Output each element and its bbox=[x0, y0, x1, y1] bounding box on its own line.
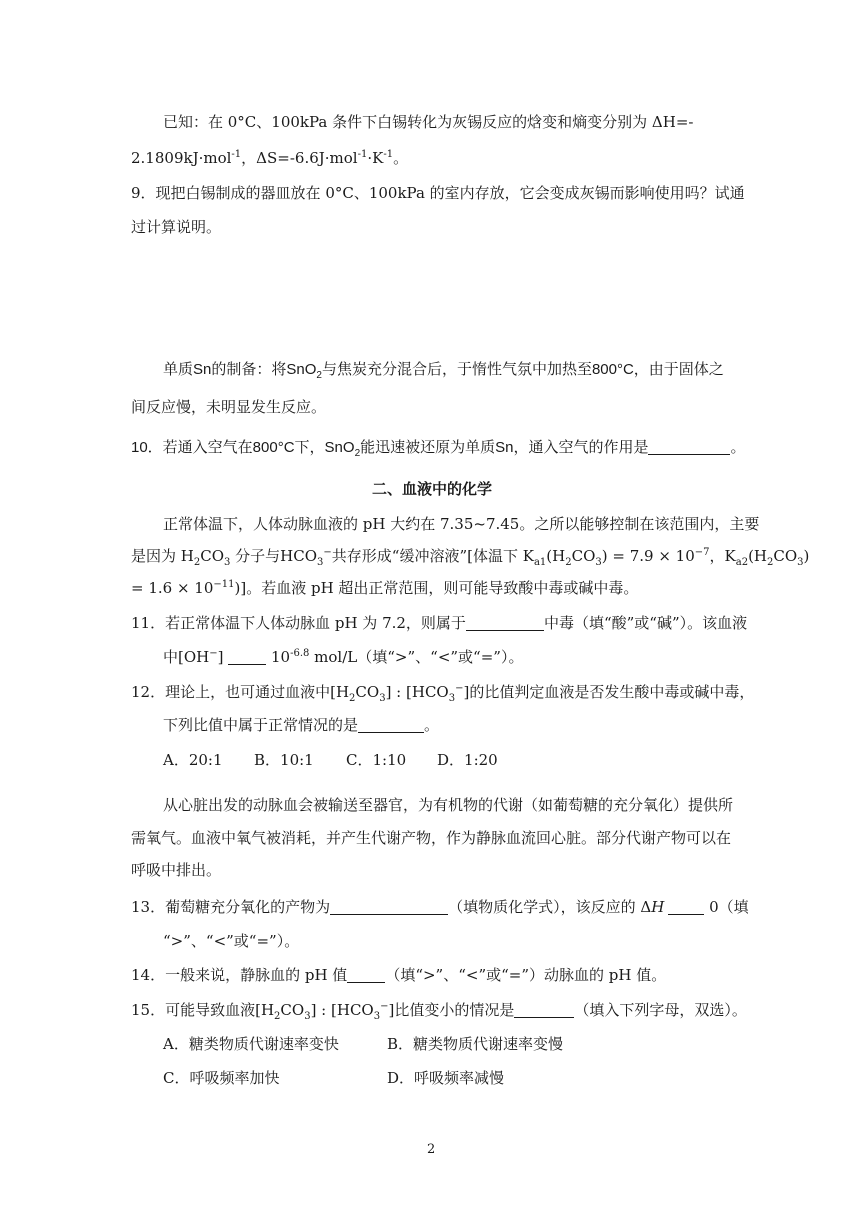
subscript: 3 bbox=[317, 557, 324, 568]
option-label: A．20:1 bbox=[163, 751, 223, 769]
text: 共存形成“缓冲溶液”[体温下 K bbox=[331, 547, 534, 565]
q11-line2 bbox=[163, 648, 523, 666]
option-label: D．1:20 bbox=[437, 751, 498, 769]
q13-line1 bbox=[131, 899, 749, 916]
page-number: 2 bbox=[427, 1142, 436, 1157]
answer-blank[interactable] bbox=[668, 899, 704, 915]
section-title bbox=[372, 481, 492, 498]
subscript: 2 bbox=[316, 370, 322, 381]
q15-option-a[interactable] bbox=[163, 1036, 339, 1053]
text: 正常体温下，人体动脉血液的 pH 大约在 7.35~7.45。之所以能够控制在该范围内，主要 bbox=[163, 515, 760, 533]
text: ，K bbox=[709, 547, 736, 565]
text: ] bbox=[217, 648, 229, 666]
q15-option-c[interactable] bbox=[163, 1070, 279, 1087]
question-14-text: 14．一般来说，静脉血的 pH 值 bbox=[131, 966, 348, 984]
sn-intro-line1 bbox=[163, 361, 724, 382]
subscript: a2 bbox=[735, 557, 749, 568]
text: 。 bbox=[424, 716, 440, 734]
option-label: B．糖类物质代谢速率变慢 bbox=[387, 1035, 564, 1053]
option-label: C．1:10 bbox=[346, 751, 407, 769]
subscript: 3 bbox=[224, 557, 231, 568]
text: 下列比值中属于正常情况的是 bbox=[163, 716, 359, 734]
question-10-text: 10．若通入空气在800°C下，SnO bbox=[131, 439, 355, 456]
question-12-text: 12．理论上，也可通过血液中[H bbox=[131, 683, 350, 701]
subscript: 3 bbox=[797, 557, 804, 568]
text: CO bbox=[200, 547, 225, 565]
text: 是因为 H bbox=[131, 547, 194, 565]
answer-blank[interactable] bbox=[228, 649, 266, 665]
answer-blank[interactable] bbox=[330, 899, 448, 915]
option-label: B．10:1 bbox=[254, 751, 314, 769]
question-11-text: 11．若正常体温下人体动脉血 pH 为 7.2，则属于 bbox=[131, 614, 466, 632]
subscript: 2 bbox=[274, 1011, 281, 1022]
text: ]比值变小的情况是 bbox=[388, 1001, 515, 1019]
superscript: − bbox=[323, 547, 332, 558]
text: “>”、“<”或“=”）。 bbox=[163, 932, 300, 950]
q15-option-d[interactable] bbox=[387, 1070, 504, 1087]
text: 10 bbox=[266, 648, 291, 666]
text: ] : [HCO bbox=[310, 1001, 374, 1019]
text: 0（填 bbox=[704, 898, 749, 916]
text: CO bbox=[773, 547, 798, 565]
answer-blank[interactable] bbox=[648, 439, 730, 455]
option-label: C．呼吸频率加快 bbox=[163, 1069, 280, 1087]
superscript: − bbox=[380, 1001, 389, 1012]
text: ，ΔS=-6.6J·mol bbox=[241, 149, 358, 167]
text: (H bbox=[748, 547, 767, 565]
text: 间反应慢，未明显发生反应。 bbox=[131, 399, 327, 416]
blood-intro-line2 bbox=[131, 547, 809, 569]
question-9-text: 9．现把白锡制成的器皿放在 0°C、100kPa 的室内存放，它会变成灰锡而影响使用吗？试通 bbox=[131, 184, 745, 202]
text: 。 bbox=[393, 149, 409, 167]
text: （填“>”、“<”或“=”）动脉血的 pH 值。 bbox=[385, 966, 667, 984]
text: 中[OH bbox=[163, 648, 210, 666]
q10 bbox=[131, 439, 746, 460]
q9-line2 bbox=[131, 219, 221, 236]
text: 呼吸中排出。 bbox=[131, 861, 222, 879]
q13-line2 bbox=[163, 933, 299, 950]
text: = 1.6 × 10 bbox=[131, 579, 214, 597]
q12-option-a[interactable] bbox=[163, 752, 223, 769]
superscript: −11 bbox=[213, 579, 235, 590]
text: 。 bbox=[730, 439, 746, 456]
superscript: − bbox=[455, 683, 464, 694]
subscript: 3 bbox=[304, 1011, 311, 1022]
answer-blank[interactable] bbox=[514, 1002, 574, 1018]
superscript: -6.8 bbox=[290, 648, 310, 659]
q12-option-b[interactable] bbox=[254, 752, 314, 769]
q12-line2 bbox=[163, 717, 439, 734]
q15 bbox=[131, 1001, 747, 1023]
q9-intro-line1 bbox=[163, 114, 693, 131]
text: )]。若血液 pH 超出正常范围，则可能导致酸中毒或碱中毒。 bbox=[234, 579, 639, 597]
superscript: -1 bbox=[357, 149, 368, 160]
text: 与焦炭充分混合后，于惰性气氛中加热至800°C，由于固体之 bbox=[321, 361, 724, 378]
text: 已知：在 0°C、100kPa 条件下白锡转化为灰锡反应的焓变和熵变分别为 ΔH=- bbox=[163, 113, 694, 131]
superscript: −7 bbox=[694, 547, 710, 558]
text: 分子与HCO bbox=[230, 547, 318, 565]
text: 从心脏出发的动脉血会被输送至器官，为有机物的代谢（如葡萄糖的充分氧化）提供所 bbox=[163, 796, 734, 814]
italic-symbol: H bbox=[651, 898, 665, 916]
text: 单质Sn的制备：将SnO bbox=[163, 361, 317, 378]
text: CO bbox=[355, 683, 380, 701]
text: CO bbox=[280, 1001, 305, 1019]
text: ·K bbox=[367, 149, 384, 167]
text: 中毒（填“酸”或“碱”）。该血液 bbox=[543, 614, 748, 632]
q12-option-d[interactable] bbox=[437, 752, 498, 769]
text: CO bbox=[571, 547, 596, 565]
subscript: 3 bbox=[373, 1011, 381, 1022]
subscript: 3 bbox=[595, 557, 602, 568]
question-15-text: 15．可能导致血液[H bbox=[131, 1001, 275, 1019]
subscript: 3 bbox=[379, 693, 386, 704]
text: （填物质化学式），该反应的 Δ bbox=[448, 898, 652, 916]
answer-blank[interactable] bbox=[466, 615, 544, 631]
option-label: D．呼吸频率减慢 bbox=[387, 1069, 505, 1087]
text: （填入下列字母，双选）。 bbox=[574, 1001, 747, 1019]
superscript: -1 bbox=[383, 149, 394, 160]
superscript: -1 bbox=[231, 149, 242, 160]
subscript: 3 bbox=[448, 693, 456, 704]
text: (H bbox=[546, 547, 566, 565]
q12-line1 bbox=[131, 683, 754, 705]
text: ]的比值判定血液是否发生酸中毒或碱中毒， bbox=[463, 683, 755, 701]
answer-blank[interactable] bbox=[347, 967, 385, 983]
text: mol/L（填“>”、“<”或“=”）。 bbox=[309, 648, 524, 666]
sn-intro-line2 bbox=[131, 399, 326, 416]
q9-intro-line2 bbox=[131, 149, 408, 167]
q14 bbox=[131, 967, 666, 984]
subscript: 2 bbox=[349, 693, 356, 704]
subscript: 2 bbox=[354, 448, 361, 459]
q9-line1 bbox=[131, 185, 745, 202]
text: ) bbox=[803, 547, 810, 565]
answer-blank[interactable] bbox=[358, 717, 424, 733]
organ-intro-line2 bbox=[131, 830, 731, 847]
subscript: a1 bbox=[533, 557, 547, 568]
q15-option-b[interactable] bbox=[387, 1036, 563, 1053]
blood-intro-line3 bbox=[131, 579, 638, 597]
text: 二、血液中的化学 bbox=[372, 480, 493, 498]
text: 能迅速被还原为单质Sn，通入空气的作用是 bbox=[360, 439, 649, 456]
text: 2.1809kJ·mol bbox=[131, 149, 232, 167]
subscript: 2 bbox=[565, 557, 572, 568]
text: ] : [HCO bbox=[385, 683, 449, 701]
text: 过计算说明。 bbox=[131, 218, 222, 236]
blood-intro-line1 bbox=[163, 516, 759, 533]
superscript: − bbox=[209, 648, 218, 659]
organ-intro-line1 bbox=[163, 797, 733, 814]
question-13-text: 13．葡萄糖充分氧化的产物为 bbox=[131, 898, 331, 916]
subscript: 2 bbox=[767, 557, 774, 568]
organ-intro-line3 bbox=[131, 862, 221, 879]
text: 需氧气。血液中氧气被消耗，并产生代谢产物，作为静脉血流回心脏。部分代谢产物可以在 bbox=[131, 829, 732, 847]
q11-line1 bbox=[131, 615, 747, 632]
q12-option-c[interactable] bbox=[346, 752, 406, 769]
option-label: A．糖类物质代谢速率变快 bbox=[163, 1035, 339, 1053]
text: ) = 7.9 × 10 bbox=[601, 547, 695, 565]
subscript: 2 bbox=[193, 557, 201, 568]
